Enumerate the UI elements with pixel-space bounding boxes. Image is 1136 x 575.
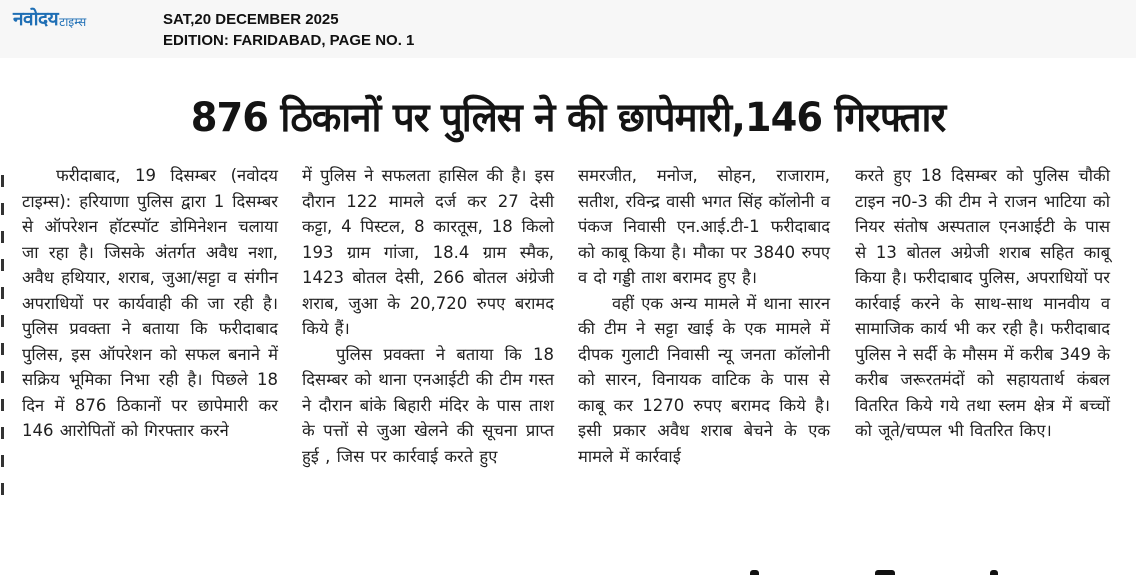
article-paragraph: फरीदाबाद, 19 दिसम्बर (नवोदय टाइम्स): हरियाणा पुलिस द्वारा 1 दिसम्बर से ऑपरेशन हॉटस्पॉट डोमिनेशन चलाया जा रहा है। जिसके अंतर्गत अवैध नशा, अवैध हथियार, शराब, जुआ/सट्टा व संगीन अपराधियों पर कार्यवाही की जा रही है। पुलिस प्रवक्ता ने बताया कि फरीदाबाद पुलिस, इस ऑपरेशन को सफल बनाने में सक्रिय भूमिका निभा रही है। पिछले 18 दिन में 876 ठिकानों पर छापेमारी कर 146 आरोपितों को गिरफ्तार करने (22, 166, 278, 440)
edition-page-info: EDITION: FARIDABAD, PAGE NO. 1 (163, 32, 415, 49)
edition-meta (163, 9, 414, 51)
logo-main-text: नवोदय (13, 8, 59, 30)
article-column-4 (855, 163, 1110, 444)
next-article-headline-fragment (740, 570, 1040, 575)
article-paragraph: करते हुए 18 दिसम्बर को पुलिस चौकी टाइन न0-3 की टीम ने राजन भाटिया को नियर संतोष अस्पताल एनआईटी के पास से 13 बोतल अग्रेजी शराब सहित काबू किया है। फरीदाबाद पुलिस, अपराधियों पर कार्रवाई करने के साथ-साथ मानवीय व सामाजिक कार्य भी कर रही है। फरीदाबाद पुलिस ने सर्दी के मौसम में करीब 349 के करीब जरूरतमंदों को सहायतार्थ कंबल वितरित किये गये तथा स्लम क्षेत्र में बच्चों को जूते/चप्पल भी वितरित किए। (855, 166, 1110, 440)
newspaper-page-clip (0, 62, 1136, 575)
article-paragraph: वहीं एक अन्य मामले में थाना सारन की टीम ने सट्टा खाई के एक मामले में दीपक गुलाटी निवासी न्यू जनता कॉलोनी को सारन, विनायक वाटिक के पास से काबू कर 1270 रुपए बरामद किये है। इसी प्रकार अवैध शराब बेचने के एक मामले में कार्रवाई (578, 293, 830, 466)
edition-header-bar (0, 0, 1136, 58)
article-column-2 (302, 163, 554, 469)
article-headline: 876 ठिकानों पर पुलिस ने की छापेमारी,146 गिरफ्तार (190, 95, 946, 141)
article-body (0, 163, 1136, 563)
navodaya-times-logo[interactable] (13, 8, 86, 30)
article-paragraph: समरजीत, मनोज, सोहन, राजाराम, सतीश, रविन्द्र वासी भगत सिंह कॉलोनी व पंकज निवासी एन.आई.टी-1 फरीदाबाद को काबू किया है। मौका पर 3840 रुपए व दो गड्डी ताश बरामद हुए है। (578, 166, 830, 287)
article-paragraph: पुलिस प्रवक्ता ने बताया कि 18 दिसम्बर को थाना एनआईटी की टीम गस्त ने दौरान बांके बिहारी मंदिर के पास ताश के पत्तों से जुआ खेलने की सूचना प्राप्त हुई , जिस पर कार्रवाई करते हुए (302, 344, 554, 466)
article-column-1 (22, 163, 278, 444)
article-column-3 (578, 163, 830, 469)
edition-date: SAT,20 DECEMBER 2025 (163, 11, 339, 28)
article-paragraph: में पुलिस ने सफलता हासिल की है। इस दौरान 122 मामले दर्ज कर 27 देसी कट्टा, 4 पिस्टल, 8 कारतूस, 18 किलो 193 ग्राम गांजा, 18.4 ग्राम स्मैक, 1423 बोतल देसी, 266 बोतल अंग्रेजी शराब, जुआ के 20,720 रुपए बरामद किये हैं। (302, 166, 554, 338)
logo-sub-text: टाइम्स (59, 15, 87, 29)
